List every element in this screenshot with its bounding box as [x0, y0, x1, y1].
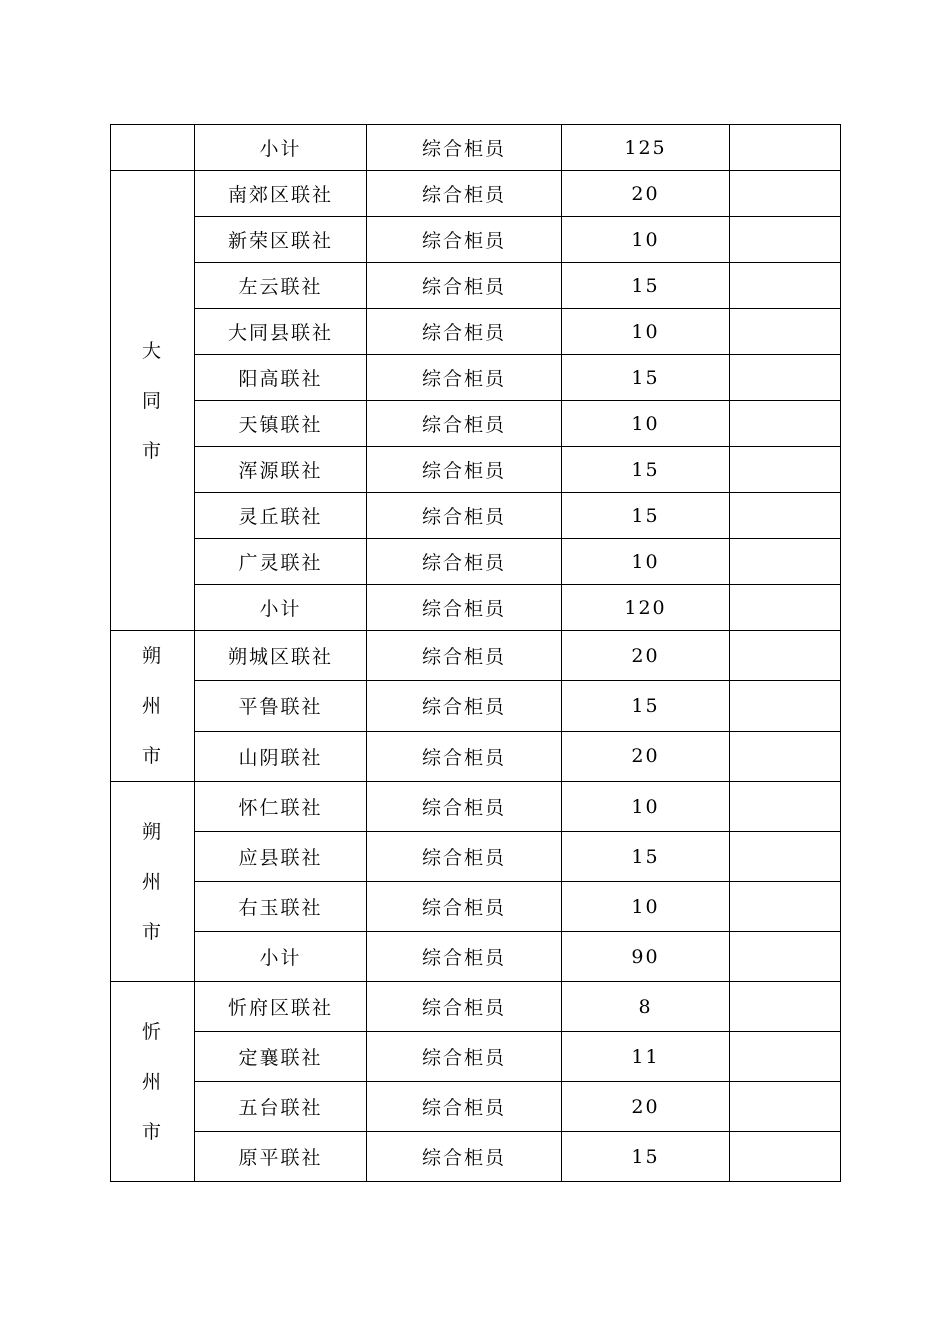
post-cell: 综合柜员 [367, 1082, 562, 1132]
count-cell: 15 [562, 447, 730, 493]
recruitment-quota-table [110, 124, 841, 1182]
note-cell [730, 782, 841, 832]
post-cell: 综合柜员 [367, 832, 562, 882]
note-cell [730, 217, 841, 263]
count-cell: 125 [562, 125, 730, 171]
post-cell: 综合柜员 [367, 1132, 562, 1182]
unit-cell: 灵丘联社 [195, 493, 367, 539]
table-row [111, 731, 841, 781]
count-cell: 11 [562, 1032, 730, 1082]
table-row [111, 539, 841, 585]
post-cell: 综合柜员 [367, 355, 562, 401]
unit-cell: 浑源联社 [195, 447, 367, 493]
post-cell: 综合柜员 [367, 401, 562, 447]
city-char: 市 [141, 1120, 163, 1143]
table-row [111, 171, 841, 217]
unit-cell: 天镇联社 [195, 401, 367, 447]
count-cell: 10 [562, 882, 730, 932]
unit-cell: 广灵联社 [195, 539, 367, 585]
post-cell: 综合柜员 [367, 125, 562, 171]
note-cell [730, 832, 841, 882]
city-char: 市 [141, 439, 163, 462]
note-cell [730, 263, 841, 309]
city-char: 朔 [141, 645, 163, 667]
count-cell: 15 [562, 263, 730, 309]
note-cell [730, 932, 841, 982]
table-row [111, 1082, 841, 1132]
note-cell [730, 171, 841, 217]
count-cell: 20 [562, 631, 730, 681]
table-row [111, 832, 841, 882]
table-row [111, 355, 841, 401]
city-char: 市 [141, 745, 163, 767]
table-row [111, 1132, 841, 1182]
table-row [111, 982, 841, 1032]
note-cell [730, 355, 841, 401]
table-row [111, 263, 841, 309]
post-cell: 综合柜员 [367, 493, 562, 539]
note-cell [730, 585, 841, 631]
city-cell-datong [111, 171, 195, 631]
note-cell [730, 125, 841, 171]
note-cell [730, 309, 841, 355]
post-cell: 综合柜员 [367, 447, 562, 493]
table-row [111, 932, 841, 982]
post-cell: 综合柜员 [367, 585, 562, 631]
note-cell [730, 982, 841, 1032]
post-cell: 综合柜员 [367, 217, 562, 263]
post-cell: 综合柜员 [367, 882, 562, 932]
count-cell: 120 [562, 585, 730, 631]
table-row [111, 782, 841, 832]
count-cell: 90 [562, 932, 730, 982]
table-row [111, 125, 841, 171]
unit-cell: 忻府区联社 [195, 982, 367, 1032]
table-row [111, 631, 841, 681]
table-row [111, 401, 841, 447]
note-cell [730, 1082, 841, 1132]
count-cell: 15 [562, 832, 730, 882]
unit-cell: 南郊区联社 [195, 171, 367, 217]
unit-cell: 应县联社 [195, 832, 367, 882]
table-row [111, 1032, 841, 1082]
post-cell: 综合柜员 [367, 782, 562, 832]
city-char: 同 [141, 389, 163, 412]
unit-cell: 左云联社 [195, 263, 367, 309]
table-row [111, 585, 841, 631]
city-char: 州 [141, 695, 163, 717]
note-cell [730, 493, 841, 539]
count-cell: 10 [562, 539, 730, 585]
table-row [111, 681, 841, 731]
note-cell [730, 882, 841, 932]
count-cell: 20 [562, 731, 730, 781]
unit-cell: 平鲁联社 [195, 681, 367, 731]
count-cell: 20 [562, 1082, 730, 1132]
count-cell: 15 [562, 355, 730, 401]
post-cell: 综合柜员 [367, 309, 562, 355]
post-cell: 综合柜员 [367, 631, 562, 681]
note-cell [730, 631, 841, 681]
note-cell [730, 539, 841, 585]
unit-cell: 小计 [195, 125, 367, 171]
city-cell-shuozhou-continued [111, 782, 195, 982]
note-cell [730, 681, 841, 731]
count-cell: 10 [562, 217, 730, 263]
table-row [111, 309, 841, 355]
post-cell: 综合柜员 [367, 171, 562, 217]
unit-cell: 山阴联社 [195, 731, 367, 781]
city-char: 朔 [141, 820, 163, 843]
unit-cell: 新荣区联社 [195, 217, 367, 263]
unit-cell: 原平联社 [195, 1132, 367, 1182]
city-char: 大 [141, 339, 163, 362]
table-row [111, 217, 841, 263]
table-row [111, 493, 841, 539]
count-cell: 10 [562, 782, 730, 832]
table-row [111, 447, 841, 493]
unit-cell: 小计 [195, 585, 367, 631]
count-cell: 15 [562, 493, 730, 539]
unit-cell: 右玉联社 [195, 882, 367, 932]
count-cell: 10 [562, 309, 730, 355]
count-cell: 8 [562, 982, 730, 1032]
note-cell [730, 1132, 841, 1182]
unit-cell: 朔城区联社 [195, 631, 367, 681]
table-row [111, 882, 841, 932]
unit-cell: 小计 [195, 932, 367, 982]
count-cell: 10 [562, 401, 730, 447]
post-cell: 综合柜员 [367, 681, 562, 731]
city-char: 州 [141, 1070, 163, 1093]
unit-cell: 定襄联社 [195, 1032, 367, 1082]
city-char: 忻 [141, 1020, 163, 1043]
note-cell [730, 731, 841, 781]
unit-cell: 大同县联社 [195, 309, 367, 355]
count-cell: 15 [562, 1132, 730, 1182]
unit-cell: 怀仁联社 [195, 782, 367, 832]
city-cell-empty [111, 125, 195, 171]
city-cell-xinzhou [111, 982, 195, 1182]
city-char: 市 [141, 920, 163, 943]
count-cell: 15 [562, 681, 730, 731]
post-cell: 综合柜员 [367, 1032, 562, 1082]
post-cell: 综合柜员 [367, 982, 562, 1032]
post-cell: 综合柜员 [367, 263, 562, 309]
city-char: 州 [141, 870, 163, 893]
note-cell [730, 1032, 841, 1082]
post-cell: 综合柜员 [367, 539, 562, 585]
city-cell-shuozhou [111, 631, 195, 782]
post-cell: 综合柜员 [367, 731, 562, 781]
count-cell: 20 [562, 171, 730, 217]
note-cell [730, 401, 841, 447]
post-cell: 综合柜员 [367, 932, 562, 982]
unit-cell: 五台联社 [195, 1082, 367, 1132]
note-cell [730, 447, 841, 493]
unit-cell: 阳高联社 [195, 355, 367, 401]
